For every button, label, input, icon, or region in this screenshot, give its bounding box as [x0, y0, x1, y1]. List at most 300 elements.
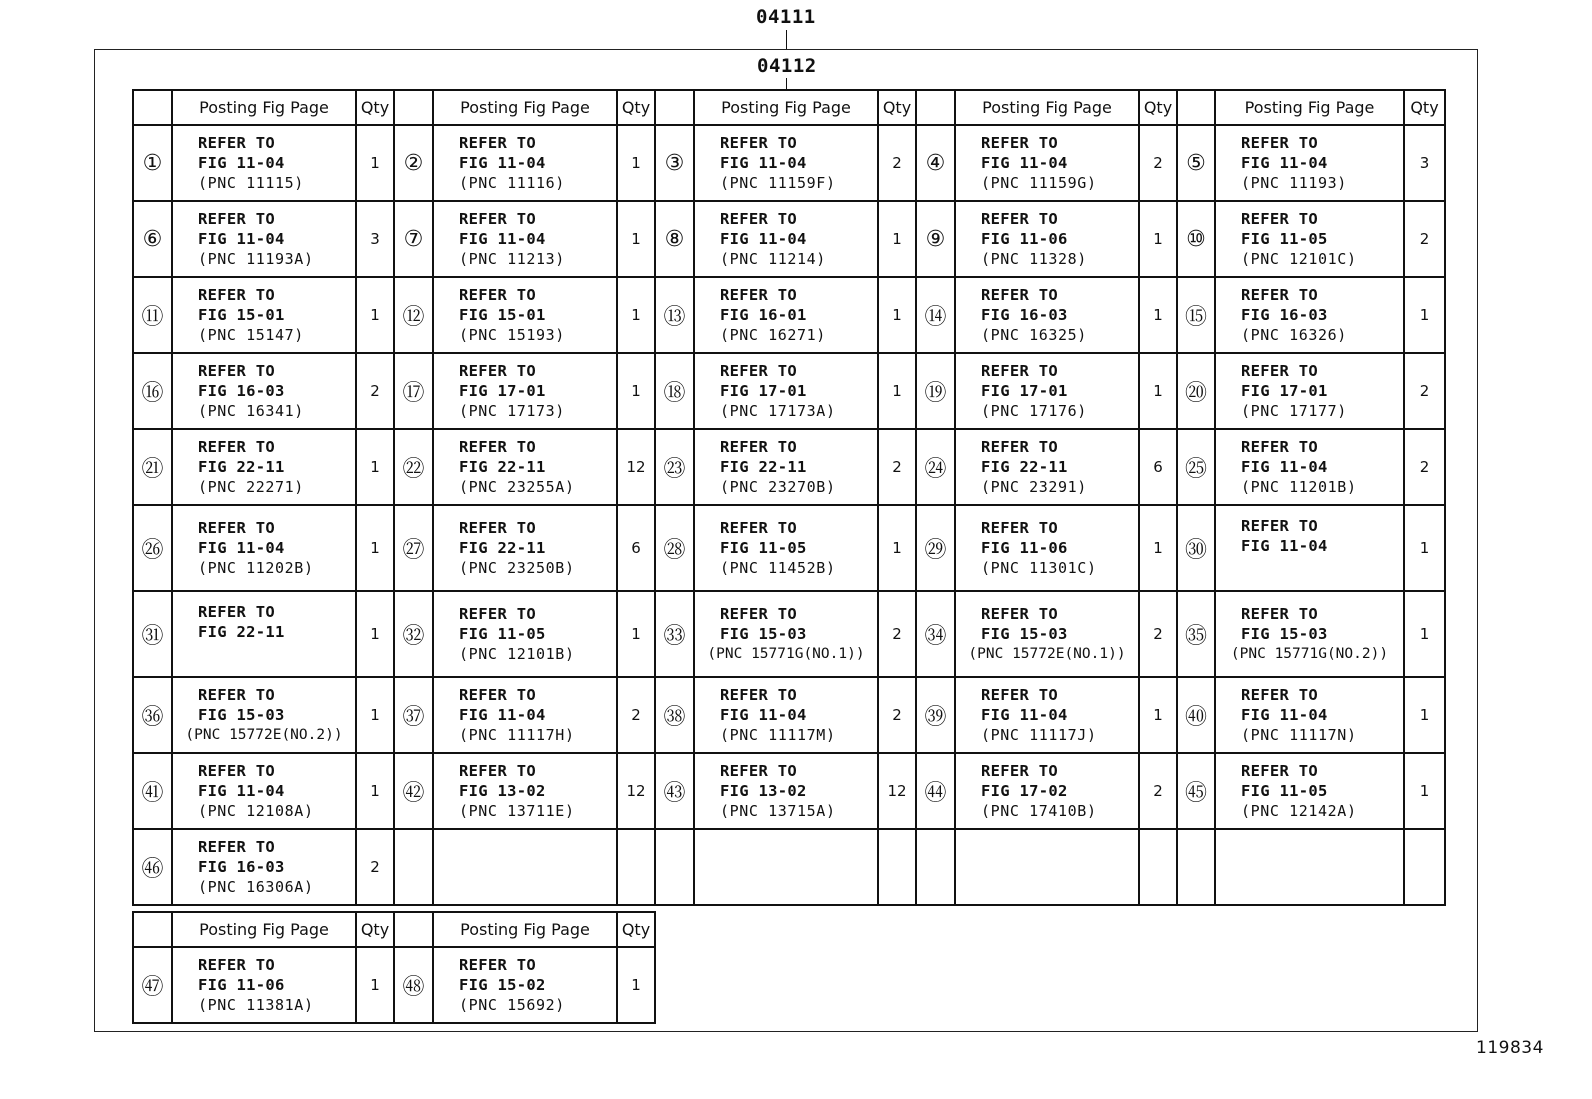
item-number: ㊴: [916, 677, 955, 753]
posting-fig-page-cell: [694, 201, 878, 277]
pnc-reference: (PNC 22271): [198, 478, 304, 496]
item-number: ㉙: [916, 505, 955, 591]
pnc-reference: (PNC 12142A): [1241, 802, 1357, 820]
fig-reference: FIG 11-04: [1241, 154, 1328, 172]
header-posting-fig-page: Posting Fig Page: [955, 90, 1139, 125]
qty-value: 1: [356, 125, 394, 201]
item-number: ⑯: [133, 353, 172, 429]
posting-fig-page-cell: [1215, 353, 1404, 429]
reference-table-main: [132, 89, 1446, 906]
item-number: ⑥: [133, 201, 172, 277]
fig-reference: FIG 11-05: [1241, 230, 1328, 248]
refer-to-text: REFER TO: [981, 762, 1059, 780]
header-number-cell: [916, 90, 955, 125]
pnc-reference: (PNC 11381A): [198, 996, 314, 1014]
item-number: ㊽: [394, 947, 433, 1023]
posting-fig-page-cell: [694, 353, 878, 429]
qty-value: 2: [356, 353, 394, 429]
refer-to-text: REFER TO: [459, 362, 537, 380]
refer-to-text: REFER TO: [198, 519, 276, 537]
refer-to-text: REFER TO: [198, 686, 276, 704]
posting-fig-page-cell: [172, 753, 356, 829]
refer-to-text: REFER TO: [1241, 286, 1319, 304]
header-number-cell: [133, 912, 172, 947]
item-number: ㊹: [916, 753, 955, 829]
pnc-reference: (PNC 11117J): [981, 726, 1097, 744]
fig-reference: FIG 11-06: [981, 539, 1068, 557]
qty-value: 1: [1404, 677, 1445, 753]
qty-value: 1: [617, 201, 655, 277]
refer-to-text: REFER TO: [459, 519, 537, 537]
empty-cell: [916, 829, 955, 905]
qty-value: 2: [1139, 125, 1177, 201]
empty-cell: [955, 829, 1139, 905]
pnc-reference: (PNC 11328): [981, 250, 1087, 268]
qty-value: 2: [878, 591, 916, 677]
refer-to-text: REFER TO: [1241, 210, 1319, 228]
qty-value: 3: [356, 201, 394, 277]
posting-fig-page-cell: [1215, 753, 1404, 829]
qty-value: 2: [878, 677, 916, 753]
empty-cell: [1177, 829, 1215, 905]
posting-fig-page-cell: [433, 677, 617, 753]
pnc-reference: (PNC 12108A): [198, 802, 314, 820]
item-number: ㉘: [655, 505, 694, 591]
fig-reference: FIG 11-04: [198, 782, 285, 800]
pnc-reference: (PNC 13711E): [459, 802, 575, 820]
pnc-reference: (PNC 15772E(NO.1)): [968, 646, 1126, 662]
item-number: ㊱: [133, 677, 172, 753]
qty-value: 1: [356, 753, 394, 829]
qty-value: 2: [1139, 753, 1177, 829]
fig-reference: FIG 11-04: [198, 230, 285, 248]
qty-value: 1: [1404, 753, 1445, 829]
table-row: [133, 677, 1445, 753]
item-number: ㊼: [133, 947, 172, 1023]
refer-to-text: REFER TO: [981, 438, 1059, 456]
pnc-reference: (PNC 11117H): [459, 726, 575, 744]
fig-reference: FIG 16-01: [720, 306, 807, 324]
fig-reference: FIG 15-03: [1241, 625, 1328, 643]
qty-value: 6: [617, 505, 655, 591]
pnc-reference: (PNC 11201B): [1241, 478, 1357, 496]
refer-to-text: REFER TO: [459, 605, 537, 623]
item-number: ㉜: [394, 591, 433, 677]
pnc-reference: (PNC 15193): [459, 326, 565, 344]
empty-cell: [394, 829, 433, 905]
qty-value: 1: [878, 201, 916, 277]
fig-reference: FIG 17-01: [720, 382, 807, 400]
posting-fig-page-cell: [694, 125, 878, 201]
fig-reference: FIG 13-02: [720, 782, 807, 800]
fig-reference: FIG 17-01: [1241, 382, 1328, 400]
qty-value: 12: [617, 429, 655, 505]
pnc-reference: (PNC 16325): [981, 326, 1087, 344]
refer-to-text: REFER TO: [1241, 517, 1319, 535]
item-number: ⑭: [916, 277, 955, 353]
item-number: ⑦: [394, 201, 433, 277]
refer-to-text: REFER TO: [981, 286, 1059, 304]
qty-value: 1: [617, 353, 655, 429]
fig-reference: FIG 17-01: [459, 382, 546, 400]
fig-reference: FIG 22-11: [198, 458, 285, 476]
header-row: [133, 90, 1445, 125]
item-number: ⑳: [1177, 353, 1215, 429]
qty-value: 1: [617, 125, 655, 201]
pnc-reference: (PNC 23250B): [459, 559, 575, 577]
refer-to-text: REFER TO: [459, 956, 537, 974]
posting-fig-page-cell: [172, 125, 356, 201]
refer-to-text: REFER TO: [198, 286, 276, 304]
fig-reference: FIG 16-03: [198, 858, 285, 876]
fig-reference: FIG 11-06: [981, 230, 1068, 248]
qty-value: 2: [878, 429, 916, 505]
item-number: ㉛: [133, 591, 172, 677]
qty-value: 1: [617, 277, 655, 353]
header-qty: Qty: [1139, 90, 1177, 125]
fig-reference: FIG 11-05: [459, 625, 546, 643]
assembly-ref-04112: 04112: [757, 55, 817, 77]
posting-fig-page-cell: [694, 753, 878, 829]
pnc-reference: (PNC 11214): [720, 250, 826, 268]
qty-value: 1: [356, 677, 394, 753]
fig-reference: FIG 22-11: [459, 458, 546, 476]
pnc-reference: (PNC 11117M): [720, 726, 836, 744]
refer-to-text: REFER TO: [981, 605, 1059, 623]
refer-to-text: REFER TO: [459, 134, 537, 152]
refer-to-text: REFER TO: [198, 134, 276, 152]
posting-fig-page-cell: [433, 201, 617, 277]
pnc-reference: (PNC 11452B): [720, 559, 836, 577]
header-posting-fig-page: Posting Fig Page: [1215, 90, 1404, 125]
item-number: ②: [394, 125, 433, 201]
header-row: [133, 912, 655, 947]
pnc-reference: (PNC 16341): [198, 402, 304, 420]
empty-cell: [878, 829, 916, 905]
fig-reference: FIG 15-03: [981, 625, 1068, 643]
qty-value: 12: [617, 753, 655, 829]
posting-fig-page-cell: [1215, 505, 1404, 591]
posting-fig-page-cell: [694, 429, 878, 505]
fig-reference: FIG 11-04: [981, 706, 1068, 724]
qty-value: 2: [356, 829, 394, 905]
table-row: [133, 277, 1445, 353]
refer-to-text: REFER TO: [720, 210, 798, 228]
posting-fig-page-cell: [955, 201, 1139, 277]
header-number-cell: [394, 90, 433, 125]
fig-reference: FIG 11-04: [720, 154, 807, 172]
fig-reference: FIG 11-06: [198, 976, 285, 994]
fig-reference: FIG 17-02: [981, 782, 1068, 800]
pnc-reference: (PNC 23255A): [459, 478, 575, 496]
item-number: ⑩: [1177, 201, 1215, 277]
qty-value: 1: [356, 591, 394, 677]
table-row: [133, 947, 655, 1023]
pnc-reference: (PNC 15771G(NO.2)): [1230, 646, 1389, 662]
posting-fig-page-cell: [694, 277, 878, 353]
item-number: ㊸: [655, 753, 694, 829]
fig-reference: FIG 11-04: [198, 539, 285, 557]
item-number: ㉒: [394, 429, 433, 505]
item-number: ⑰: [394, 353, 433, 429]
pnc-reference: (PNC 17176): [981, 402, 1087, 420]
pnc-reference: (PNC 11159G): [981, 174, 1097, 192]
qty-value: 1: [878, 505, 916, 591]
posting-fig-page-cell: [1215, 591, 1404, 677]
item-number: ③: [655, 125, 694, 201]
pnc-reference: (PNC 15692): [459, 996, 565, 1014]
pnc-reference: (PNC 11159F): [720, 174, 836, 192]
item-number: ㉕: [1177, 429, 1215, 505]
pnc-reference: (PNC 17410B): [981, 802, 1097, 820]
qty-value: 1: [356, 429, 394, 505]
item-number: ㉟: [1177, 591, 1215, 677]
qty-value: 2: [617, 677, 655, 753]
posting-fig-page-cell: [172, 829, 356, 905]
fig-reference: FIG 16-03: [981, 306, 1068, 324]
refer-to-text: REFER TO: [459, 286, 537, 304]
fig-reference: FIG 22-11: [720, 458, 807, 476]
refer-to-text: REFER TO: [459, 762, 537, 780]
fig-reference: FIG 13-02: [459, 782, 546, 800]
pnc-reference: (PNC 16271): [720, 326, 826, 344]
refer-to-text: REFER TO: [198, 362, 276, 380]
table-row: [133, 829, 1445, 905]
posting-fig-page-cell: [433, 505, 617, 591]
refer-to-text: REFER TO: [198, 210, 276, 228]
table-row: [133, 753, 1445, 829]
pnc-reference: (PNC 11193A): [198, 250, 314, 268]
header-number-cell: [133, 90, 172, 125]
item-number: ㉖: [133, 505, 172, 591]
qty-value: 1: [617, 947, 655, 1023]
posting-fig-page-cell: [1215, 677, 1404, 753]
fig-reference: FIG 11-04: [720, 230, 807, 248]
refer-to-text: REFER TO: [720, 605, 798, 623]
pnc-reference: (PNC 13715A): [720, 802, 836, 820]
pnc-reference: (PNC 17173A): [720, 402, 836, 420]
posting-fig-page-cell: [1215, 201, 1404, 277]
refer-to-text: REFER TO: [720, 519, 798, 537]
empty-cell: [1404, 829, 1445, 905]
pnc-reference: (PNC 17173): [459, 402, 565, 420]
qty-value: 1: [1139, 277, 1177, 353]
refer-to-text: REFER TO: [198, 838, 276, 856]
posting-fig-page-cell: [955, 753, 1139, 829]
empty-cell: [655, 829, 694, 905]
refer-to-text: REFER TO: [981, 519, 1059, 537]
pnc-reference: (PNC 15771G(NO.1)): [707, 646, 865, 662]
item-number: ㉑: [133, 429, 172, 505]
item-number: ㊳: [655, 677, 694, 753]
pnc-reference: (PNC 11213): [459, 250, 565, 268]
refer-to-text: REFER TO: [1241, 438, 1319, 456]
fig-reference: FIG 11-04: [459, 154, 546, 172]
posting-fig-page-cell: [172, 429, 356, 505]
refer-to-text: REFER TO: [1241, 362, 1319, 380]
refer-to-text: REFER TO: [198, 438, 276, 456]
item-number: ㉞: [916, 591, 955, 677]
posting-fig-page-cell: [955, 353, 1139, 429]
posting-fig-page-cell: [433, 947, 617, 1023]
item-number: ㉚: [1177, 505, 1215, 591]
posting-fig-page-cell: [172, 591, 356, 677]
refer-to-text: REFER TO: [720, 762, 798, 780]
posting-fig-page-cell: [955, 677, 1139, 753]
refer-to-text: REFER TO: [981, 134, 1059, 152]
table-row: [133, 429, 1445, 505]
posting-fig-page-cell: [433, 753, 617, 829]
refer-to-text: REFER TO: [720, 362, 798, 380]
qty-value: 1: [1404, 505, 1445, 591]
pnc-reference: (PNC 12101B): [459, 645, 575, 663]
fig-reference: FIG 17-01: [981, 382, 1068, 400]
item-number: ⑱: [655, 353, 694, 429]
posting-fig-page-cell: [433, 125, 617, 201]
header-posting-fig-page: Posting Fig Page: [694, 90, 878, 125]
qty-value: 1: [356, 505, 394, 591]
posting-fig-page-cell: [172, 505, 356, 591]
refer-to-text: REFER TO: [198, 762, 276, 780]
posting-fig-page-cell: [955, 429, 1139, 505]
refer-to-text: REFER TO: [459, 210, 537, 228]
empty-cell: [1215, 829, 1404, 905]
posting-fig-page-cell: [433, 591, 617, 677]
posting-fig-page-cell: [694, 591, 878, 677]
qty-value: 6: [1139, 429, 1177, 505]
refer-to-text: REFER TO: [981, 686, 1059, 704]
qty-value: 1: [1404, 591, 1445, 677]
qty-value: 2: [878, 125, 916, 201]
header-qty: Qty: [1404, 90, 1445, 125]
header-number-cell: [394, 912, 433, 947]
posting-fig-page-cell: [955, 591, 1139, 677]
refer-to-text: REFER TO: [720, 286, 798, 304]
table-row: [133, 505, 1445, 591]
empty-cell: [1139, 829, 1177, 905]
pnc-reference: (PNC 16326): [1241, 326, 1347, 344]
qty-value: 1: [1139, 505, 1177, 591]
item-number: ④: [916, 125, 955, 201]
pnc-reference: (PNC 11117N): [1241, 726, 1357, 744]
qty-value: 1: [356, 947, 394, 1023]
pnc-reference: (PNC 11301C): [981, 559, 1097, 577]
refer-to-text: REFER TO: [720, 134, 798, 152]
qty-value: 1: [617, 591, 655, 677]
header-qty: Qty: [356, 912, 394, 947]
qty-value: 1: [1139, 201, 1177, 277]
empty-cell: [617, 829, 655, 905]
refer-to-text: REFER TO: [981, 362, 1059, 380]
posting-fig-page-cell: [955, 505, 1139, 591]
item-number: ㉗: [394, 505, 433, 591]
posting-fig-page-cell: [172, 277, 356, 353]
header-qty: Qty: [617, 90, 655, 125]
empty-cell: [433, 829, 617, 905]
item-number: ㊵: [1177, 677, 1215, 753]
item-number: ⑮: [1177, 277, 1215, 353]
qty-value: 1: [356, 277, 394, 353]
fig-reference: FIG 11-05: [720, 539, 807, 557]
leader-line-04111: [786, 30, 787, 49]
item-number: ⑲: [916, 353, 955, 429]
qty-value: 2: [1139, 591, 1177, 677]
item-number: ㊺: [1177, 753, 1215, 829]
posting-fig-page-cell: [955, 125, 1139, 201]
item-number: ㉔: [916, 429, 955, 505]
pnc-reference: (PNC 16306A): [198, 878, 314, 896]
qty-value: 1: [1139, 353, 1177, 429]
pnc-reference: (PNC 15147): [198, 326, 304, 344]
fig-reference: FIG 11-04: [1241, 458, 1328, 476]
fig-reference: FIG 11-04: [1241, 706, 1328, 724]
posting-fig-page-cell: [694, 505, 878, 591]
pnc-reference: (PNC 23270B): [720, 478, 836, 496]
fig-reference: FIG 15-01: [198, 306, 285, 324]
fig-reference: FIG 16-03: [1241, 306, 1328, 324]
refer-to-text: REFER TO: [459, 686, 537, 704]
qty-value: 2: [1404, 353, 1445, 429]
fig-reference: FIG 22-11: [981, 458, 1068, 476]
fig-reference: FIG 22-11: [459, 539, 546, 557]
item-number: ㉓: [655, 429, 694, 505]
pnc-reference: (PNC 11116): [459, 174, 565, 192]
diagram-code: 119834: [1476, 1038, 1544, 1058]
qty-value: 1: [878, 353, 916, 429]
reference-table-secondary: [132, 911, 656, 1024]
pnc-reference: (PNC 17177): [1241, 402, 1347, 420]
posting-fig-page-cell: [172, 677, 356, 753]
pnc-reference: (PNC 11115): [198, 174, 304, 192]
qty-value: 1: [1139, 677, 1177, 753]
table-row: [133, 353, 1445, 429]
posting-fig-page-cell: [1215, 429, 1404, 505]
pnc-reference: (PNC 23291): [981, 478, 1087, 496]
fig-reference: FIG 15-03: [198, 706, 285, 724]
item-number: ⑬: [655, 277, 694, 353]
item-number: ⑪: [133, 277, 172, 353]
qty-value: 1: [1404, 277, 1445, 353]
posting-fig-page-cell: [433, 277, 617, 353]
fig-reference: FIG 11-05: [1241, 782, 1328, 800]
header-posting-fig-page: Posting Fig Page: [172, 912, 356, 947]
fig-reference: FIG 15-01: [459, 306, 546, 324]
fig-reference: FIG 11-04: [198, 154, 285, 172]
qty-value: 12: [878, 753, 916, 829]
refer-to-text: REFER TO: [198, 956, 276, 974]
pnc-reference: (PNC 12101C): [1241, 250, 1357, 268]
table-row: [133, 125, 1445, 201]
posting-fig-page-cell: [433, 429, 617, 505]
fig-reference: FIG 15-02: [459, 976, 546, 994]
pnc-reference: (PNC 11193): [1241, 174, 1347, 192]
qty-value: 2: [1404, 429, 1445, 505]
refer-to-text: REFER TO: [198, 603, 276, 621]
refer-to-text: REFER TO: [981, 210, 1059, 228]
header-posting-fig-page: Posting Fig Page: [433, 912, 617, 947]
empty-cell: [694, 829, 878, 905]
item-number: ㊷: [394, 753, 433, 829]
fig-reference: FIG 11-04: [459, 706, 546, 724]
pnc-reference: (PNC 11202B): [198, 559, 314, 577]
qty-value: 2: [1404, 201, 1445, 277]
fig-reference: FIG 11-04: [720, 706, 807, 724]
fig-reference: FIG 15-03: [720, 625, 807, 643]
refer-to-text: REFER TO: [1241, 686, 1319, 704]
fig-reference: FIG 11-04: [1241, 537, 1328, 555]
posting-fig-page-cell: [1215, 125, 1404, 201]
pnc-reference: (PNC 15772E(NO.2)): [185, 727, 343, 743]
